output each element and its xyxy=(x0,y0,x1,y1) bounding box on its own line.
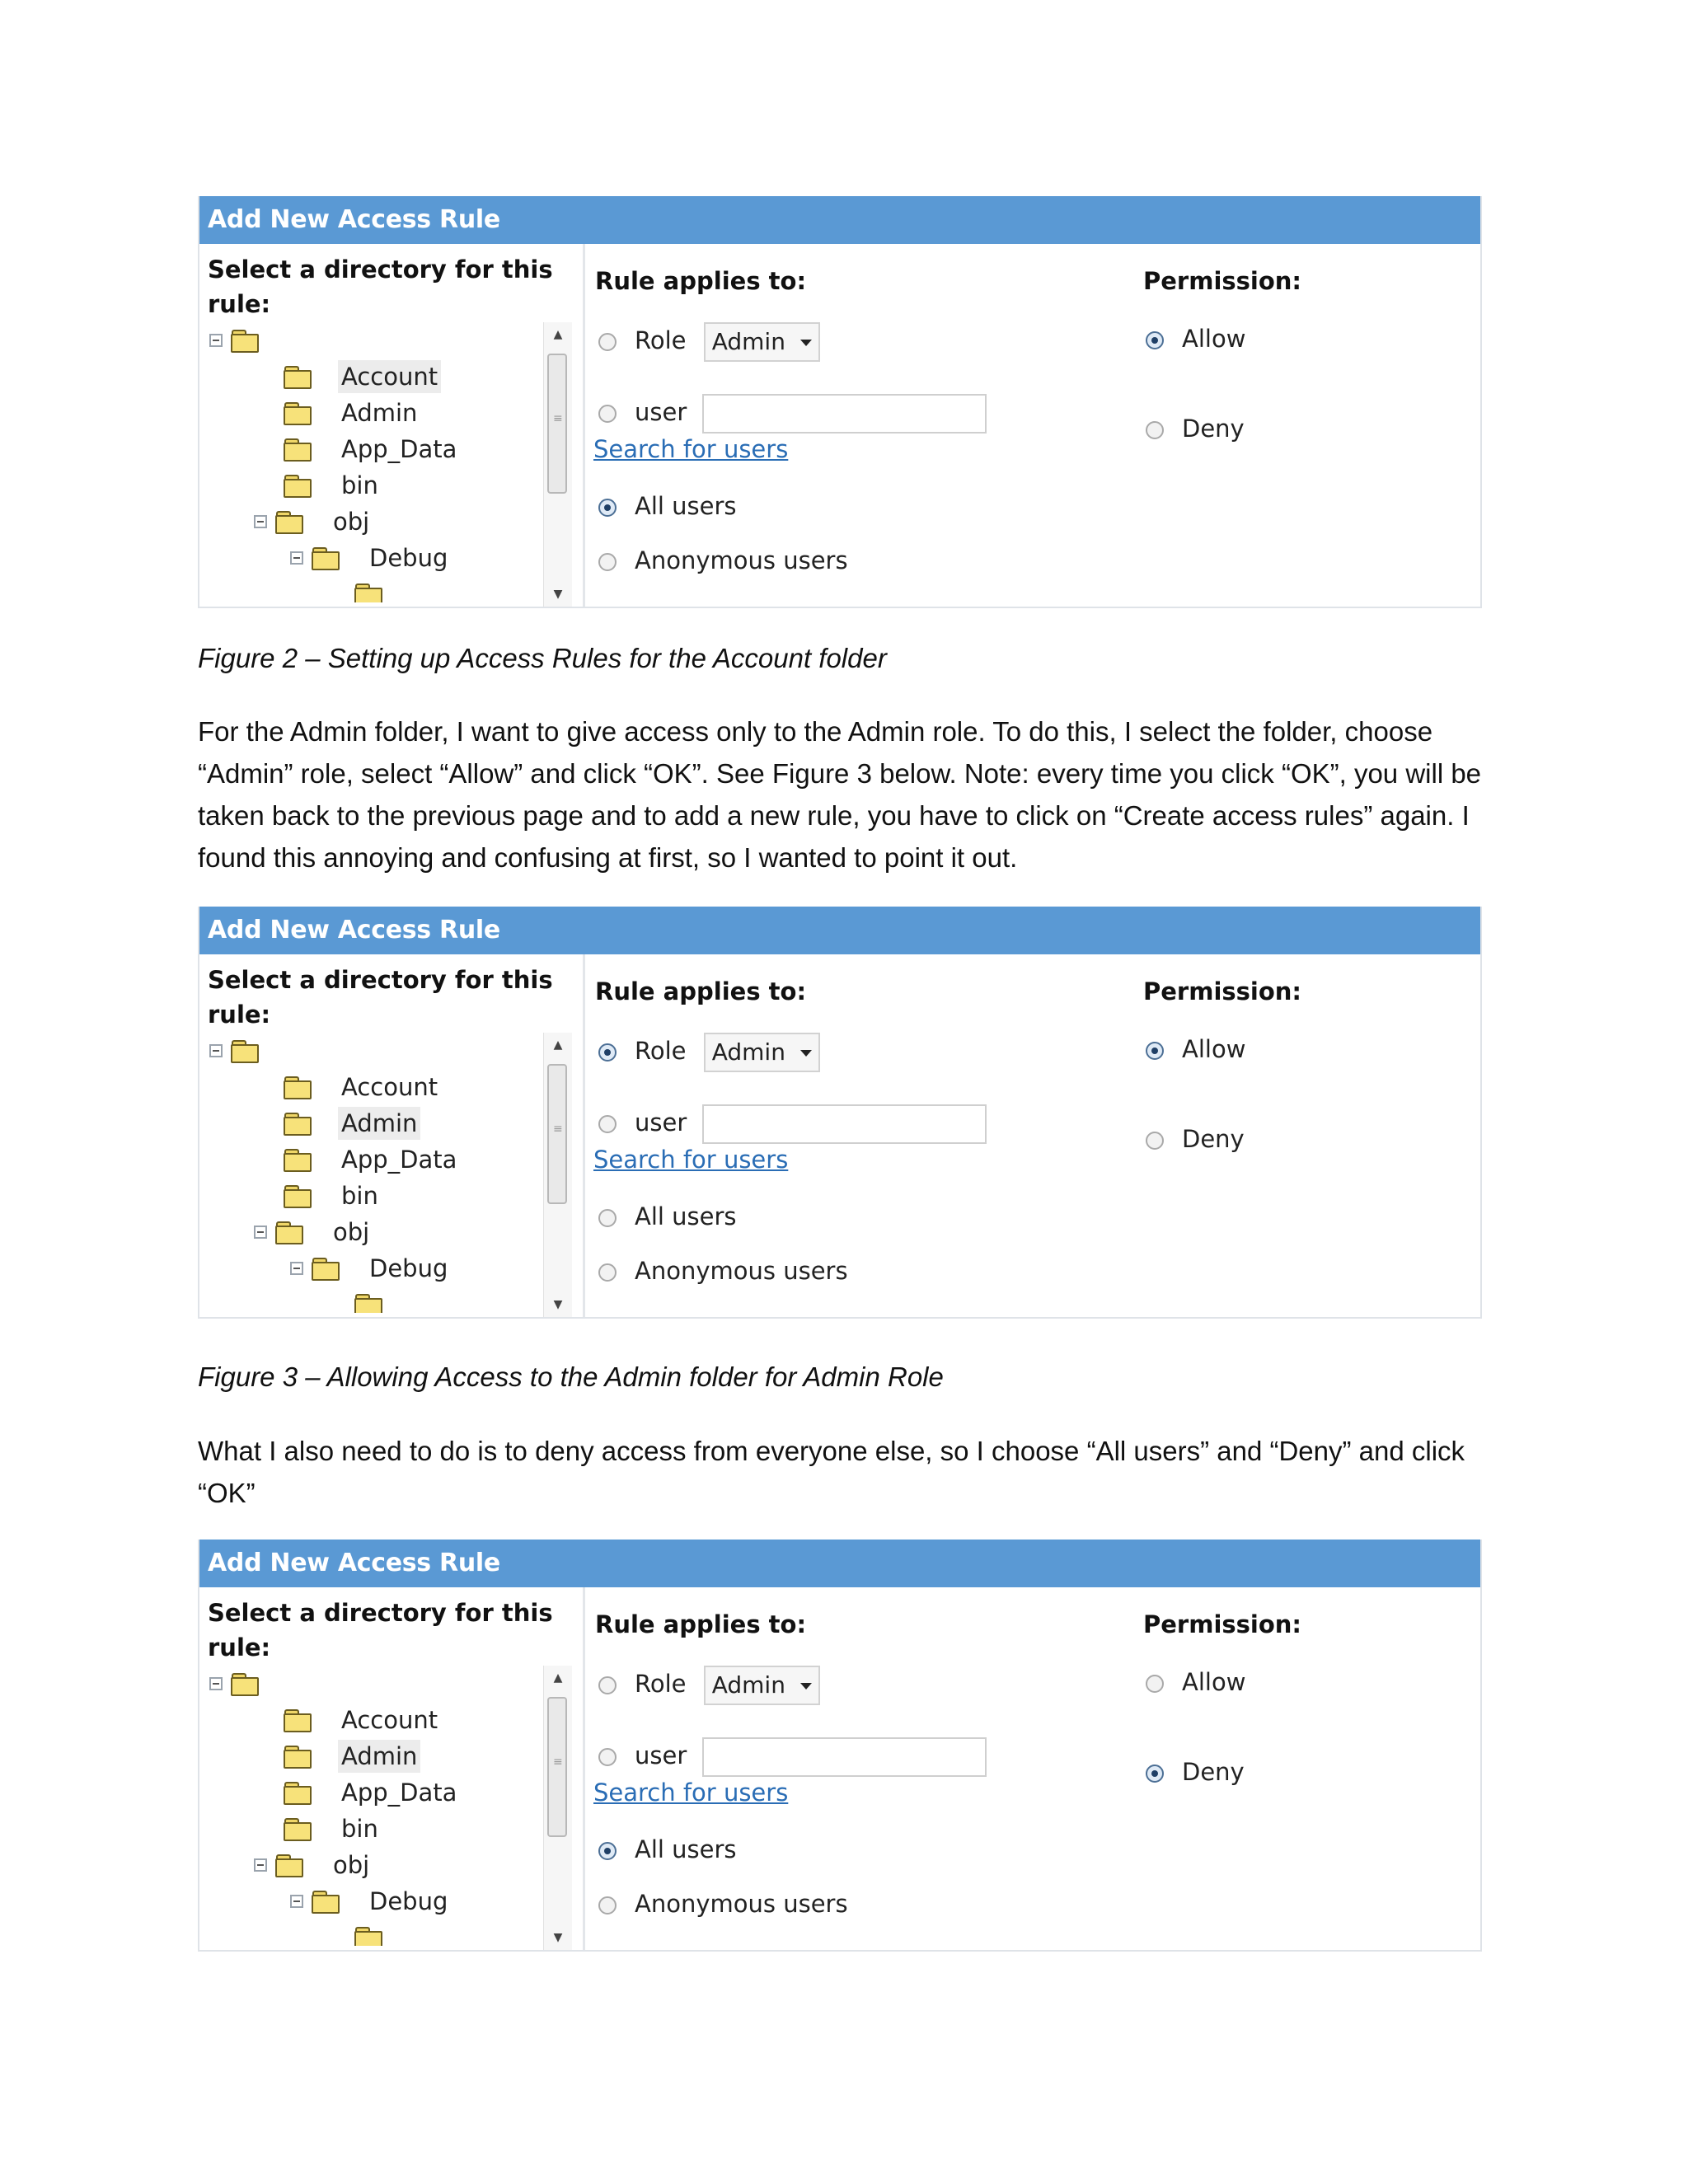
folder-icon xyxy=(284,1149,312,1170)
tree-item-label: obj xyxy=(333,1218,370,1246)
tree-item-label: Debug xyxy=(369,1254,448,1282)
folder-icon xyxy=(284,1709,312,1731)
user-input[interactable] xyxy=(702,394,987,434)
panel-header: Add New Access Rule xyxy=(199,1540,1480,1587)
tree-item[interactable] xyxy=(290,1883,451,1916)
tree-item-label: Admin xyxy=(338,1740,420,1773)
tree-item[interactable] xyxy=(284,1811,382,1844)
tree-item[interactable] xyxy=(284,1105,420,1138)
scroll-up-arrow-icon[interactable]: ▲ xyxy=(553,1038,563,1052)
tree-item-label: Account xyxy=(341,1706,438,1734)
anonymous-users-radio[interactable] xyxy=(598,1263,617,1282)
deny-radio[interactable] xyxy=(1146,1765,1164,1783)
figure-3-caption: Figure 3 – Allowing Access to the Admin folder for Admin Role xyxy=(198,1361,944,1392)
paragraph-2: What I also need to do is to deny access from everyone else, so I choose “All users” and “Deny” and click “OK” xyxy=(198,1436,1465,1508)
permission-column xyxy=(1123,244,1480,607)
scrollbar-thumb[interactable] xyxy=(547,1697,567,1837)
rule-applies-column xyxy=(585,954,1113,1317)
folder-icon xyxy=(284,1076,312,1098)
deny-option[interactable] xyxy=(1146,412,1245,445)
tree-item[interactable] xyxy=(284,431,460,464)
folder-icon xyxy=(284,1818,312,1840)
role-radio[interactable] xyxy=(598,333,617,351)
all-users-label: All users xyxy=(635,1202,737,1230)
tree-item-label: bin xyxy=(341,1182,378,1210)
tree-item-partial xyxy=(354,576,409,602)
folder-icon xyxy=(231,1673,259,1694)
tree-item-label: obj xyxy=(333,508,370,536)
tree-item-label: Debug xyxy=(369,1887,448,1915)
rule-applies-column xyxy=(585,1587,1113,1950)
search-for-users-link[interactable]: Search for users xyxy=(593,435,789,463)
deny-label: Deny xyxy=(1182,415,1245,443)
tree-item[interactable] xyxy=(284,1069,441,1102)
chevron-down-icon xyxy=(800,1050,812,1057)
scroll-down-arrow-icon[interactable]: ▼ xyxy=(553,1298,563,1311)
role-label: Role xyxy=(635,1037,687,1065)
search-for-users-link[interactable]: Search for users xyxy=(593,1779,789,1807)
add-access-rule-panel xyxy=(198,907,1482,1319)
deny-radio[interactable] xyxy=(1146,1132,1164,1150)
tree-item-label: App_Data xyxy=(341,1779,457,1807)
role-select[interactable] xyxy=(704,322,820,362)
collapse-icon[interactable] xyxy=(290,1262,303,1275)
user-option[interactable] xyxy=(598,1104,987,1137)
tree-item[interactable] xyxy=(284,1178,382,1211)
rule-applies-column xyxy=(585,244,1113,607)
directory-tree[interactable] xyxy=(208,1666,546,1946)
tree-item-label: Admin xyxy=(341,399,418,427)
role-radio[interactable] xyxy=(598,1676,617,1694)
folder-icon xyxy=(284,1185,312,1207)
tree-item-label: bin xyxy=(341,1815,378,1843)
tree-item-label: Admin xyxy=(338,1107,420,1140)
permission-column xyxy=(1123,954,1480,1317)
directory-title: Select a directory for this rule: xyxy=(208,966,553,1029)
folder-icon xyxy=(354,1294,382,1313)
tree-item[interactable] xyxy=(284,359,441,391)
role-option[interactable] xyxy=(598,1666,820,1699)
tree-scrollbar[interactable] xyxy=(543,322,572,607)
tree-item-partial xyxy=(354,1286,409,1313)
scroll-down-arrow-icon[interactable]: ▼ xyxy=(553,1931,563,1944)
role-select[interactable] xyxy=(704,1666,820,1705)
folder-icon xyxy=(312,1258,340,1279)
scrollbar-thumb[interactable] xyxy=(547,354,567,494)
user-label: user xyxy=(635,398,687,426)
collapse-icon[interactable] xyxy=(254,515,267,528)
deny-label: Deny xyxy=(1182,1125,1245,1153)
rule-applies-title: Rule applies to: xyxy=(595,977,807,1005)
allow-option[interactable] xyxy=(1146,322,1245,355)
folder-icon xyxy=(312,547,340,569)
anonymous-users-label: Anonymous users xyxy=(635,1257,848,1285)
panel-header: Add New Access Rule xyxy=(199,907,1480,954)
folder-icon xyxy=(275,1221,303,1243)
tree-root[interactable] xyxy=(209,1666,285,1699)
collapse-icon[interactable] xyxy=(209,1044,223,1057)
allow-label: Allow xyxy=(1182,1668,1246,1696)
tree-item[interactable] xyxy=(254,1847,373,1880)
role-select-value: Admin xyxy=(711,1671,785,1699)
folder-icon xyxy=(354,583,382,602)
allow-radio[interactable] xyxy=(1146,331,1164,349)
folder-icon xyxy=(284,1746,312,1767)
tree-item[interactable] xyxy=(284,467,382,500)
scroll-down-arrow-icon[interactable]: ▼ xyxy=(553,588,563,601)
deny-option[interactable] xyxy=(1146,1755,1245,1788)
permission-title: Permission: xyxy=(1143,267,1302,295)
tree-item[interactable] xyxy=(284,1738,420,1771)
directory-title: Select a directory for this rule: xyxy=(208,1599,553,1661)
folder-icon xyxy=(284,366,312,387)
deny-label: Deny xyxy=(1182,1758,1245,1786)
tree-item-partial xyxy=(354,1919,409,1946)
user-label: user xyxy=(635,1108,687,1137)
folder-icon xyxy=(284,1782,312,1803)
role-option[interactable] xyxy=(598,1033,820,1066)
collapse-icon[interactable] xyxy=(209,334,223,347)
user-radio[interactable] xyxy=(598,1115,617,1133)
anonymous-users-label: Anonymous users xyxy=(635,1890,848,1918)
directory-tree[interactable] xyxy=(208,322,546,602)
folder-icon xyxy=(231,330,259,351)
folder-icon xyxy=(284,438,312,460)
all-users-label: All users xyxy=(635,1835,737,1863)
tree-root[interactable] xyxy=(209,1033,285,1066)
allow-label: Allow xyxy=(1182,1035,1246,1063)
anonymous-users-radio[interactable] xyxy=(598,553,617,571)
tree-item-label: obj xyxy=(333,1851,370,1879)
paragraph-1: For the Admin folder, I want to give access only to the Admin role. To do this, I select the folder, choose “Admin” role, select “Allow” and click “OK”. See Figure 3 below. Note: every time you click “OK”, you will be taken back to the previous page and to add a new rule, you have to click on “Create access rules” again. I found this annoying and confusing at first, so I wanted to point it out. xyxy=(198,716,1482,873)
tree-item-label: bin xyxy=(341,471,378,499)
user-input[interactable] xyxy=(702,1104,987,1144)
tree-item-label: Account xyxy=(341,1073,438,1101)
tree-item[interactable] xyxy=(284,1141,460,1174)
role-select-value: Admin xyxy=(711,1038,785,1066)
user-input[interactable] xyxy=(702,1737,987,1777)
folder-icon xyxy=(231,1040,259,1062)
all-users-label: All users xyxy=(635,492,737,520)
collapse-icon[interactable] xyxy=(254,1858,267,1872)
role-radio[interactable] xyxy=(598,1043,617,1062)
tree-item-label: Account xyxy=(338,360,441,393)
anonymous-users-option[interactable] xyxy=(598,1887,848,1920)
all-users-option[interactable] xyxy=(598,490,737,523)
grip-icon: ≡ xyxy=(553,1755,563,1769)
anonymous-users-radio[interactable] xyxy=(598,1896,617,1915)
role-label: Role xyxy=(635,326,687,354)
search-for-users-link[interactable]: Search for users xyxy=(593,1146,789,1174)
allow-radio[interactable] xyxy=(1146,1042,1164,1060)
all-users-radio[interactable] xyxy=(598,1842,617,1860)
role-label: Role xyxy=(635,1670,687,1698)
tree-root[interactable] xyxy=(209,322,285,355)
allow-option[interactable] xyxy=(1146,1666,1245,1699)
allow-option[interactable] xyxy=(1146,1033,1245,1066)
all-users-radio[interactable] xyxy=(598,1209,617,1227)
scrollbar-thumb[interactable] xyxy=(547,1064,567,1204)
grip-icon: ≡ xyxy=(553,1122,563,1136)
directory-column xyxy=(199,1587,585,1950)
directory-tree[interactable] xyxy=(208,1033,546,1313)
user-radio[interactable] xyxy=(598,1748,617,1766)
role-option[interactable] xyxy=(598,322,820,355)
tree-item[interactable] xyxy=(284,395,420,428)
folder-icon xyxy=(284,402,312,424)
role-select[interactable] xyxy=(704,1033,820,1072)
scroll-up-arrow-icon[interactable]: ▲ xyxy=(553,1671,563,1685)
tree-item-label: Debug xyxy=(369,544,448,572)
tree-item[interactable] xyxy=(254,504,373,537)
user-label: user xyxy=(635,1741,687,1769)
rule-applies-title: Rule applies to: xyxy=(595,1610,807,1638)
all-users-option[interactable] xyxy=(598,1833,737,1866)
permission-title: Permission: xyxy=(1143,1610,1302,1638)
figure-2-caption: Figure 2 – Setting up Access Rules for the Account folder xyxy=(198,643,887,673)
user-option[interactable] xyxy=(598,394,987,427)
collapse-icon[interactable] xyxy=(254,1226,267,1239)
user-radio[interactable] xyxy=(598,405,617,423)
allow-label: Allow xyxy=(1182,325,1246,353)
tree-scrollbar[interactable] xyxy=(543,1033,572,1317)
folder-icon xyxy=(284,475,312,496)
tree-scrollbar[interactable] xyxy=(543,1666,572,1950)
collapse-icon[interactable] xyxy=(290,551,303,565)
add-access-rule-panel xyxy=(198,196,1482,608)
folder-icon xyxy=(284,1113,312,1134)
chevron-down-icon xyxy=(800,340,812,346)
anonymous-users-label: Anonymous users xyxy=(635,546,848,574)
all-users-option[interactable] xyxy=(598,1200,737,1233)
panel-header: Add New Access Rule xyxy=(199,196,1480,244)
directory-column xyxy=(199,244,585,607)
collapse-icon[interactable] xyxy=(209,1677,223,1690)
tree-item[interactable] xyxy=(284,1774,460,1807)
folder-icon xyxy=(275,1854,303,1876)
anonymous-users-option[interactable] xyxy=(598,544,848,577)
user-option[interactable] xyxy=(598,1737,987,1770)
rule-applies-title: Rule applies to: xyxy=(595,267,807,295)
permission-column xyxy=(1123,1587,1480,1950)
folder-icon xyxy=(354,1927,382,1946)
role-select-value: Admin xyxy=(711,328,785,355)
permission-title: Permission: xyxy=(1143,977,1302,1005)
folder-icon xyxy=(275,511,303,532)
collapse-icon[interactable] xyxy=(290,1895,303,1908)
folder-icon xyxy=(312,1891,340,1912)
tree-item[interactable] xyxy=(284,1702,441,1735)
tree-item-label: App_Data xyxy=(341,435,457,463)
tree-item[interactable] xyxy=(290,540,451,573)
all-users-radio[interactable] xyxy=(598,499,617,517)
tree-item[interactable] xyxy=(254,1214,373,1247)
add-access-rule-panel xyxy=(198,1540,1482,1952)
tree-item-label: App_Data xyxy=(341,1146,457,1174)
directory-column xyxy=(199,954,585,1317)
scroll-up-arrow-icon[interactable]: ▲ xyxy=(553,328,563,341)
tree-item[interactable] xyxy=(290,1250,451,1283)
anonymous-users-option[interactable] xyxy=(598,1254,848,1287)
directory-title: Select a directory for this rule: xyxy=(208,255,553,318)
chevron-down-icon xyxy=(800,1683,812,1690)
grip-icon: ≡ xyxy=(553,412,563,425)
deny-radio[interactable] xyxy=(1146,421,1164,439)
allow-radio[interactable] xyxy=(1146,1675,1164,1693)
deny-option[interactable] xyxy=(1146,1122,1245,1155)
